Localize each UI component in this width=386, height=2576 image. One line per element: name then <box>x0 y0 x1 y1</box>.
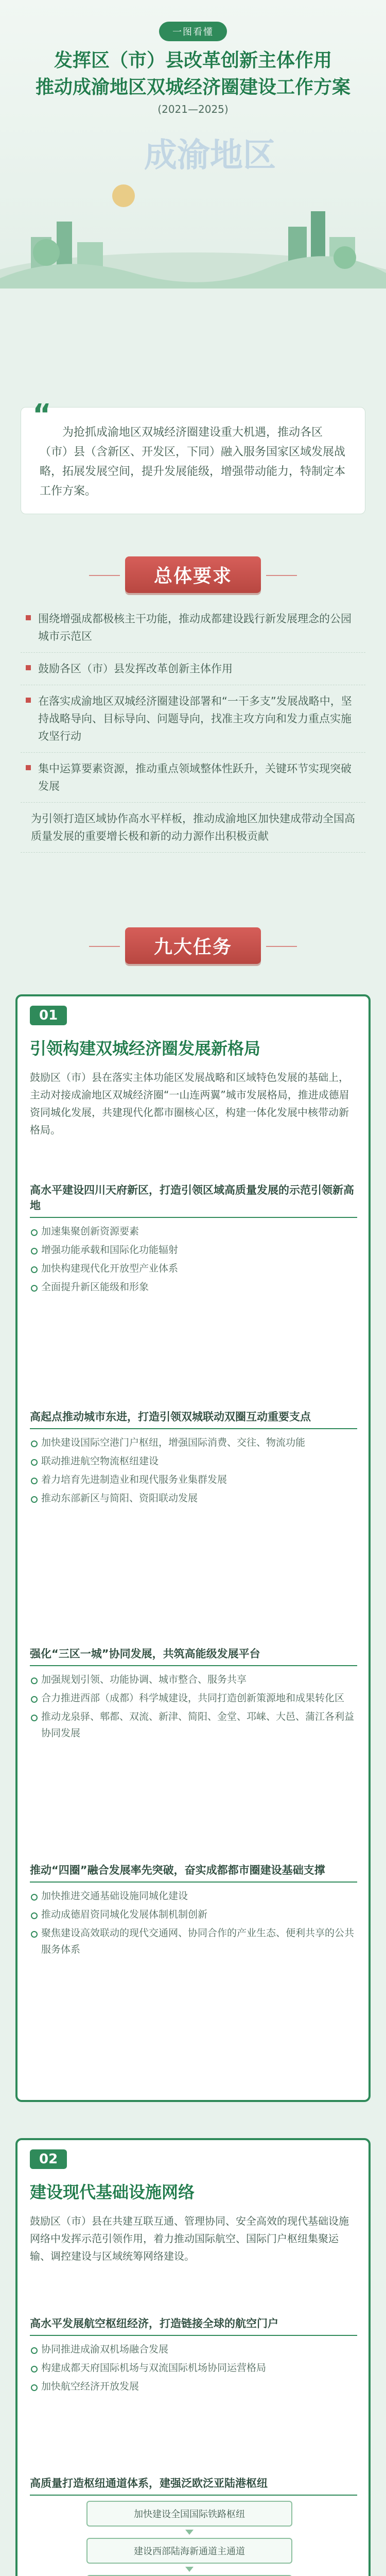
sub-item: 着力培育先进制造业和现代服务业集群发展 <box>30 1471 357 1488</box>
sub-title: 高水平建设四川天府新区，打造引领区域高质量发展的示范引领新高地 <box>30 1182 357 1218</box>
title-line-1: 发挥区（市）县改革创新主体作用 <box>54 50 332 71</box>
bullet-icon <box>26 665 31 670</box>
sub-item: 推动龙泉驿、郫都、双流、新津、简阳、金堂、邛崃、大邑、蒲江各利益协同发展 <box>30 1708 357 1741</box>
bullet-icon <box>26 698 31 703</box>
sub-block <box>30 2315 357 2397</box>
sub-item: 推动成德眉资同城化发展体制机制创新 <box>30 1906 357 1923</box>
requirements-list <box>21 603 365 853</box>
intro-panel <box>21 398 365 514</box>
task-card-2 <box>15 2138 371 2576</box>
sub-block <box>30 1862 357 1960</box>
decorative-watermark-text: 成渝地区 <box>144 137 276 175</box>
sub-block <box>30 1646 357 1743</box>
sub-item: 联动推进航空物流枢纽建设 <box>30 1453 357 1469</box>
sub-item: 推动东部新区与简阳、资阳联动发展 <box>30 1490 357 1506</box>
intro-text: 为抢抓成渝地区双城经济圈建设重大机遇，推动各区（市）县（含新区、开发区，下同）融入服务国家区域发展战略，拓展发展空间，提升发展能级，增强带动能力，特制定本工作方案。 <box>40 426 346 498</box>
sub-title: 高质量打造枢纽通道体系，建强泛欧泛亚陆港枢纽 <box>30 2475 357 2496</box>
page-title <box>0 47 386 101</box>
task-number: 02 <box>30 2149 67 2169</box>
section-title-tasks: 九大任务 <box>125 927 261 964</box>
section-title-general: 总体要求 <box>125 556 261 593</box>
header-tag: 一图看懂 <box>159 22 227 41</box>
task-card-1 <box>15 994 371 2102</box>
sub-item: 加快建设国际空港门户枢纽，增强国际消费、交往、物流功能 <box>30 1434 357 1451</box>
sub-title: 高起点推动城市东进，打造引领双城联动双圈互动重要支点 <box>30 1409 357 1429</box>
task-heading: 建设现代基础设施网络 <box>30 2182 195 2202</box>
sub-item: 聚焦建设高效联动的现代交通网、协同合作的产业生态、便利共享的公共服务体系 <box>30 1925 357 1958</box>
bullet-icon <box>26 765 31 770</box>
sub-item: 加快构建现代化开放型产业体系 <box>30 1260 357 1277</box>
sub-block <box>30 2475 357 2576</box>
sub-block <box>30 1182 357 1297</box>
list-item: 鼓励各区（市）县发挥改革创新主体作用 <box>21 653 365 685</box>
sub-item: 增强功能承载和国际化功能辐射 <box>30 1242 357 1258</box>
flow-step: 加快建设全国国际铁路枢纽 <box>86 2501 292 2527</box>
flow-step: 建设西部陆海新通道主通道 <box>86 2538 292 2564</box>
sub-item: 加速集聚创新资源要素 <box>30 1223 357 1240</box>
title-years: (2021—2025) <box>157 103 229 115</box>
task-intro: 鼓励区（市）县在共建互联互通、管理协同、安全高效的现代基础设施网络中发挥示范引领作用，着力推动国际航空、国际门户枢纽集聚运输、调控建设与区域统筹网络建设。 <box>30 2215 349 2262</box>
list-item: 集中运算要素资源，推动重点领域整体性跃升，关键环节实现突破发展 <box>21 753 365 803</box>
task-intro: 鼓励区（市）县在落实主体功能区发展战略和区域特色发展的基础上，主动对接成渝地区双城经济圈“一山连两翼”城市发展格局，推进成德眉资同城化发展，共建现代化都市圈核心区，构建一体化发展中核带动新格局。 <box>30 1071 349 1136</box>
sub-title: 高水平发展航空枢纽经济，打造链接全球的航空门户 <box>30 2315 357 2336</box>
header-banner <box>0 0 386 289</box>
arrow-down-icon <box>185 2567 194 2572</box>
sub-item: 合力推进西部（成都）科学城建设，共同打造创新策源地和成果转化区 <box>30 1690 357 1706</box>
sub-item: 构建成都天府国际机场与双流国际机场协同运营格局 <box>30 2360 357 2376</box>
list-item: 在落实成渝地区双城经济圈建设部署和“一干多支”发展战略中，坚持战略导向、目标导向、问题导向，找准主攻方向和发力重点实施攻坚行动 <box>21 685 365 753</box>
city-skyline-illustration <box>0 175 386 289</box>
sub-block <box>30 1409 357 1509</box>
sub-item: 全面提升新区能级和形象 <box>30 1279 357 1295</box>
sub-item: 协同推进成渝双机场融合发展 <box>30 2341 357 2358</box>
sub-item: 加强规划引领、功能协调、城市整合、服务共享 <box>30 1671 357 1688</box>
sub-title: 推动“四圈”融合发展率先突破，奋实成都都市圈建设基础支撑 <box>30 1862 357 1883</box>
sub-title: 强化“三区一城”协同发展，共筑高能级发展平台 <box>30 1646 357 1666</box>
list-item: 围绕增强成都极核主干功能，推动成都建设践行新发展理念的公园城市示范区 <box>21 603 365 653</box>
title-line-2: 推动成渝地区双城经济圈建设工作方案 <box>35 77 350 98</box>
task-number: 01 <box>30 1006 67 1025</box>
task-heading: 引领构建双城经济圈发展新格局 <box>30 1039 261 1058</box>
list-item: 为引领打造区域协作高水平样板，推动成渝地区加快建成带动全国高质量发展的重要增长极和新的动力源作出积极贡献 <box>21 803 365 853</box>
bullet-icon <box>26 615 31 620</box>
quote-icon: “ <box>32 398 51 432</box>
sub-item: 加快推进交通基础设施同城化建设 <box>30 1888 357 1904</box>
arrow-down-icon <box>185 2530 194 2535</box>
sub-item: 加快航空经济开放发展 <box>30 2378 357 2395</box>
